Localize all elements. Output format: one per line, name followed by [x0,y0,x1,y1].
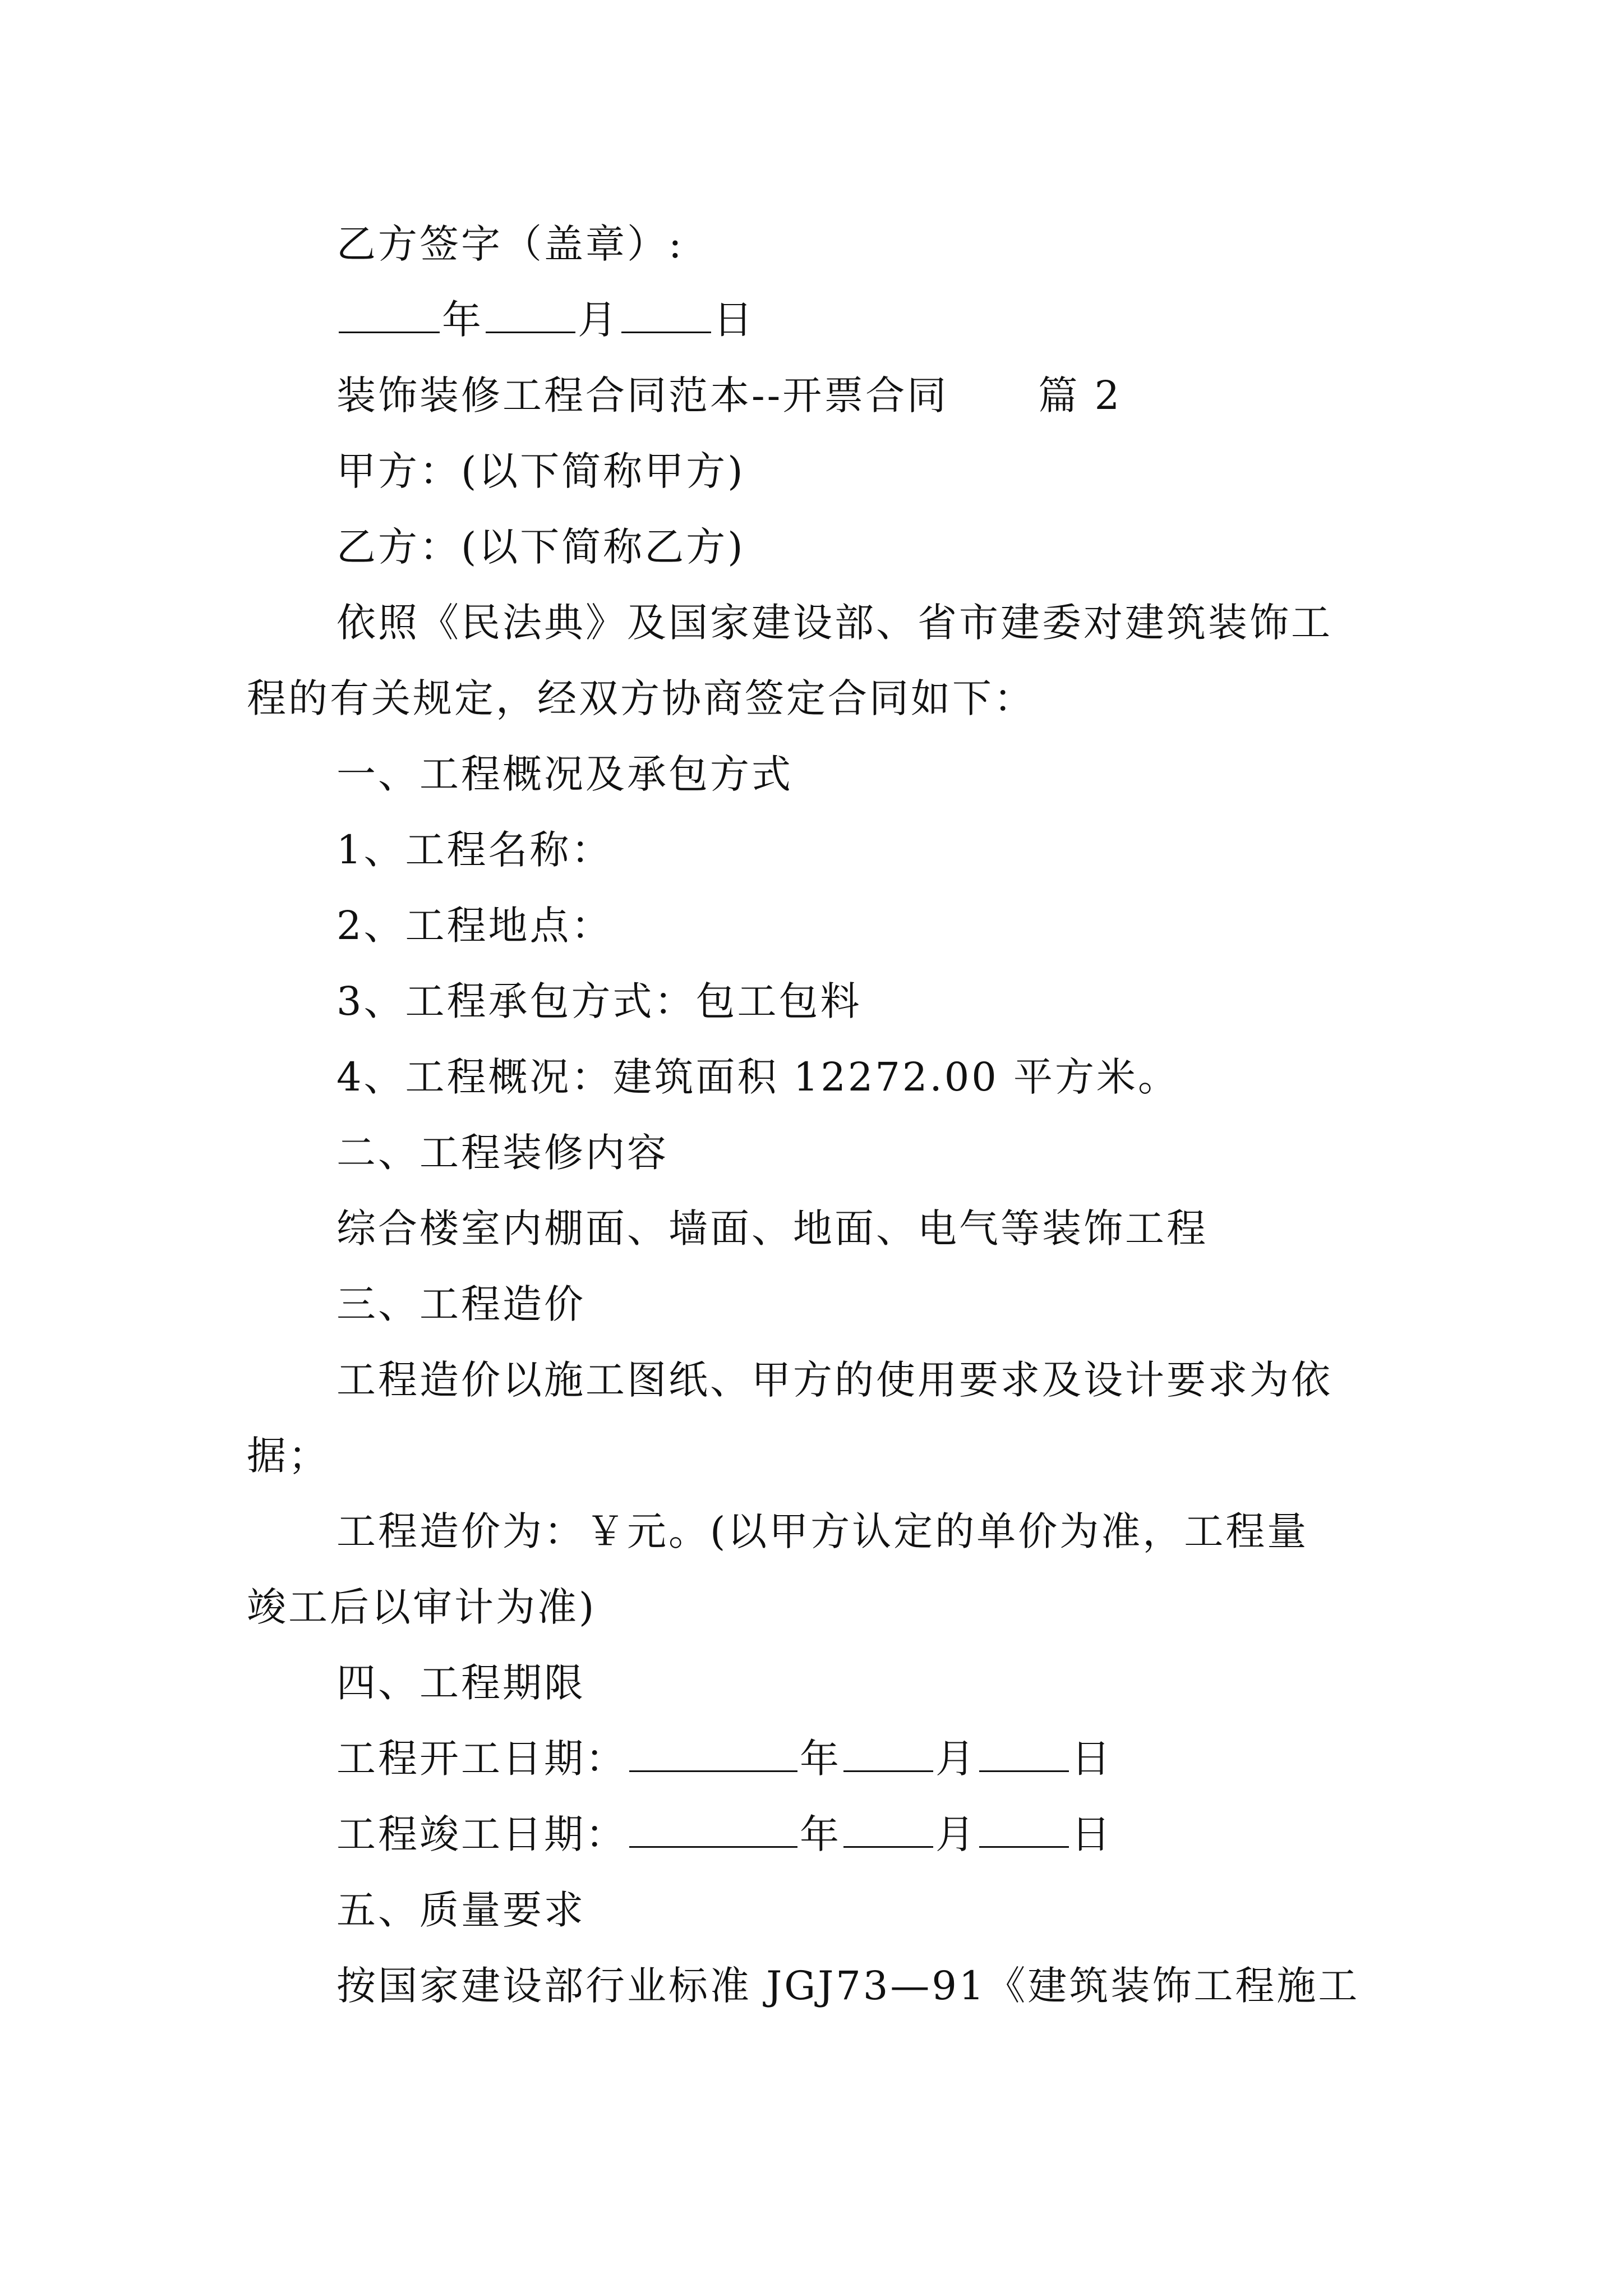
end-day-label: 日 [1071,1811,1113,1857]
end-month-label: 月 [935,1811,977,1857]
year-blank [339,298,440,333]
party-a: 甲方：(以下简称甲方) [336,448,745,494]
intro-line-2: 程的有关规定，经双方协商签定合同如下： [247,675,1035,721]
section-3-heading: 三、工程造价 [336,1281,585,1327]
section-2-heading: 二、工程装修内容 [336,1130,668,1176]
day-label: 日 [713,297,755,343]
section-5-body: 按国家建设部行业标准 JGJ73—91《建筑装饰工程施工 [336,1963,1360,2009]
end-date-label: 工程竣工日期： [336,1811,627,1857]
section-3-body-2b: 竣工后以审计为准) [247,1584,597,1630]
project-location: 2、工程地点： [336,903,613,949]
intro-line-1: 依照《民法典》及国家建设部、省市建委对建筑装饰工 [336,600,1332,646]
end-month-blank [843,1812,933,1848]
project-overview: 4、工程概况：建筑面积 12272.00 平方米。 [336,1054,1180,1100]
section-5-heading: 五、质量要求 [336,1887,585,1933]
start-day-label: 日 [1071,1736,1113,1782]
start-month-blank [843,1737,933,1772]
end-date-line [336,1809,1113,1860]
section-3-body-2a: 工程造价为：￥元。(以甲方认定的单价为准，工程量 [336,1508,1309,1554]
start-year-blank [629,1737,797,1772]
title-section: 篇 2 [1038,372,1122,418]
title-text: 装饰装修工程合同范本--开票合同 [336,372,949,418]
end-year-label: 年 [800,1811,841,1857]
month-blank [486,298,575,333]
signature-line: 乙方签字（盖章）: [336,221,684,267]
day-blank [621,298,711,333]
section-3-body-1a: 工程造价以施工图纸、甲方的使用要求及设计要求为依 [336,1357,1332,1403]
start-month-label: 月 [935,1736,977,1782]
signature-date [336,295,755,345]
party-b: 乙方：(以下简称乙方) [336,524,745,570]
start-day-blank [979,1737,1069,1772]
section-2-body: 综合楼室内棚面、墙面、地面、电气等装饰工程 [336,1205,1208,1251]
section-1-heading: 一、工程概况及承包方式 [336,751,793,797]
month-label: 月 [578,297,619,343]
end-year-blank [629,1812,797,1848]
contract-title [336,370,1122,421]
year-label: 年 [442,297,483,343]
end-day-blank [979,1812,1069,1848]
project-name: 1、工程名称： [336,827,613,873]
start-date-line [336,1733,1113,1784]
start-year-label: 年 [800,1736,841,1782]
contract-method: 3、工程承包方式：包工包料 [336,978,862,1024]
section-4-heading: 四、工程期限 [336,1660,585,1706]
start-date-label: 工程开工日期： [336,1736,627,1782]
section-3-body-1b: 据； [247,1433,330,1479]
